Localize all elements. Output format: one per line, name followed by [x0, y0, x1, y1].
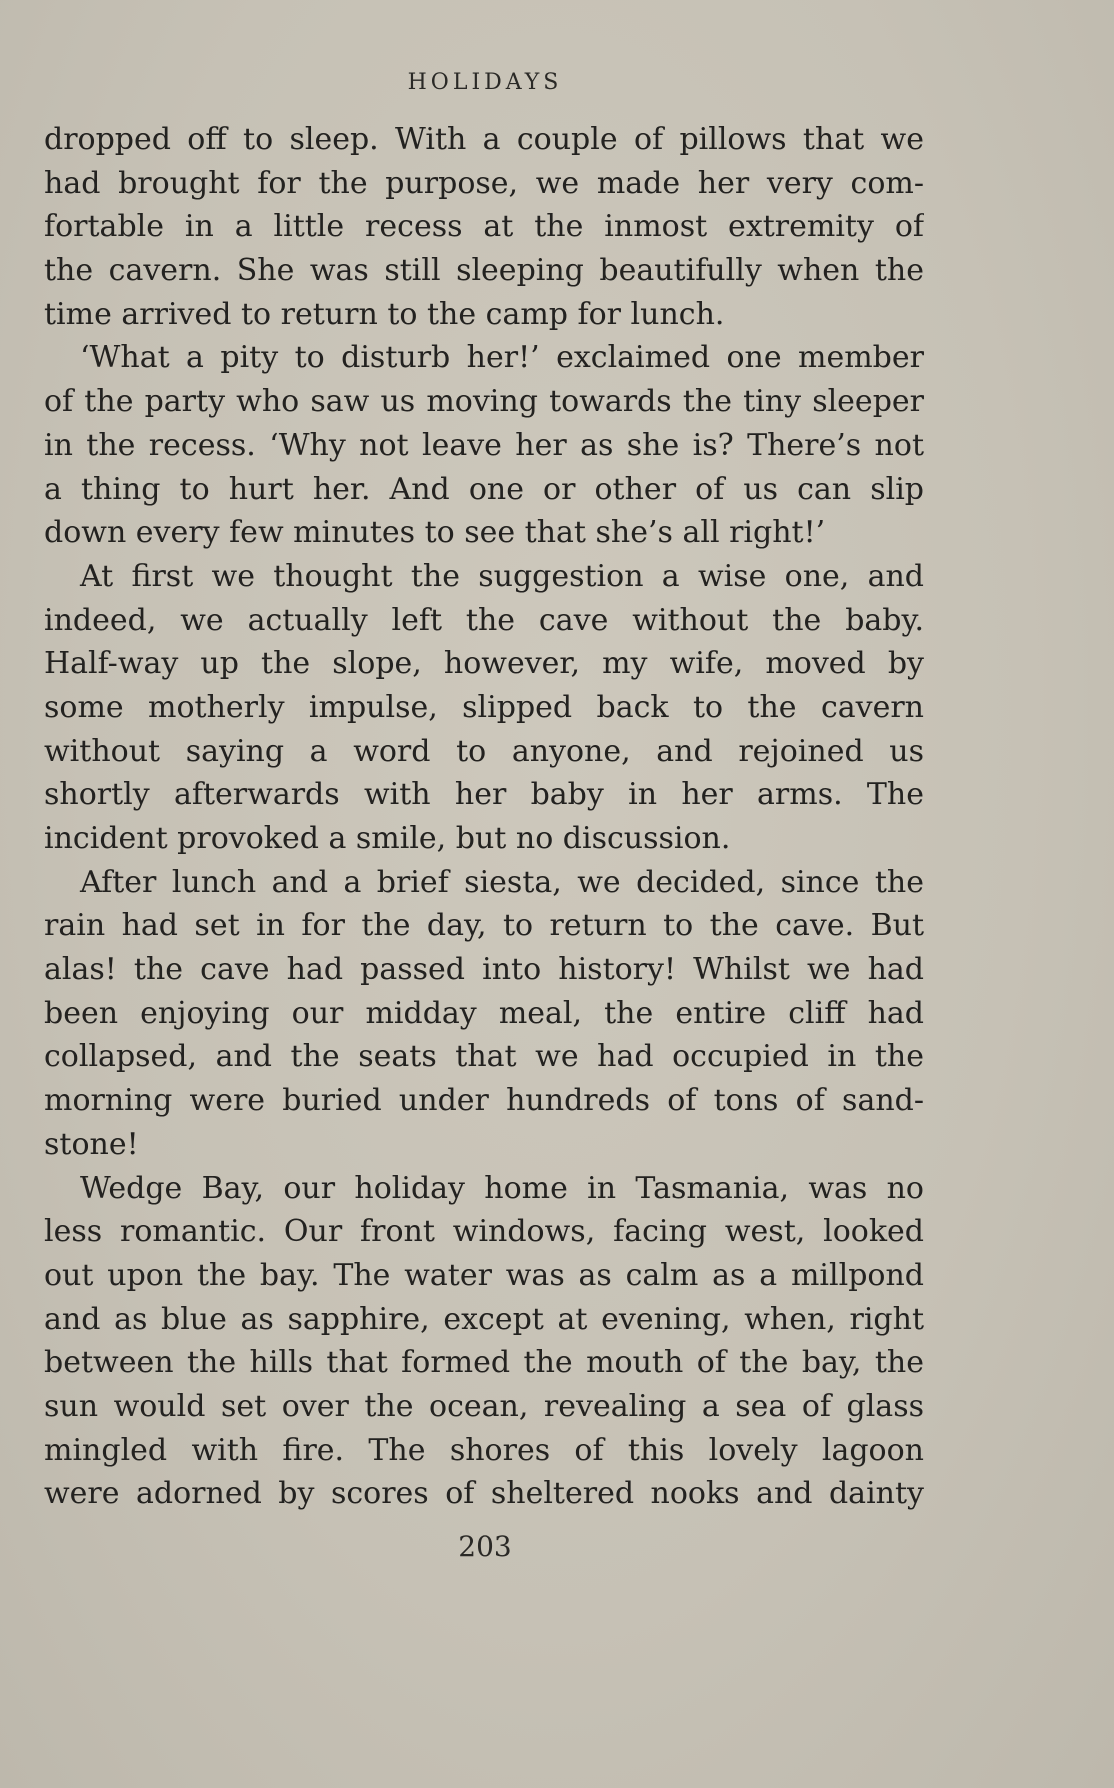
page-number: 203 — [458, 1530, 512, 1563]
text-line: the cavern. She was still sleeping beautifully when the — [44, 253, 924, 289]
text-line: less romantic. Our front windows, facing west, looked — [44, 1214, 924, 1250]
text-line: dropped off to sleep. With a couple of pillows that we — [44, 122, 924, 157]
text-line: in the recess. ‘Why not leave her as she is? There’s not — [44, 427, 924, 463]
text-line: mingled with fire. The shores of this lovely lagoon — [44, 1432, 924, 1468]
text-line: At first we thought the suggestion a wise one, and — [80, 558, 924, 594]
text-line: indeed, we actually left the cave without the baby. — [44, 602, 924, 638]
text-line: were adorned by scores of sheltered nooks and dainty — [44, 1476, 924, 1512]
text-line: without saying a word to anyone, and rejoined us — [44, 733, 924, 769]
text-line: a thing to hurt her. And one or other of us can slip — [44, 471, 924, 507]
text-line: time arrived to return to the camp for lunch. — [44, 296, 725, 332]
text-line: rain had set in for the day, to return to the cave. But — [44, 908, 924, 944]
text-line: of the party who saw us moving towards the tiny sleeper — [44, 384, 924, 420]
text-line: some motherly impulse, slipped back to the cavern — [44, 689, 924, 725]
text-line: shortly afterwards with her baby in her arms. The — [44, 777, 924, 813]
text-line: collapsed, and the seats that we had occupied in the — [44, 1039, 924, 1075]
text-line: between the hills that formed the mouth of the bay, the — [44, 1345, 924, 1381]
running-head: HOLIDAYS — [407, 70, 563, 95]
text-line: fortable in a little recess at the inmost extremity of — [44, 209, 924, 245]
text-line: sun would set over the ocean, revealing a sea of glass — [44, 1388, 924, 1424]
text-line: Wedge Bay, our holiday home in Tasmania, was no — [80, 1170, 924, 1206]
text-line: alas! the cave had passed into history! Whilst we had — [44, 952, 924, 988]
text-line: out upon the bay. The water was as calm as a millpond — [44, 1257, 924, 1293]
text-line: ‘What a pity to disturb her!’ exclaimed one member — [80, 340, 924, 376]
text-line: incident provoked a smile, but no discussion. — [44, 821, 731, 856]
body-text — [44, 118, 924, 1516]
text-line: morning were buried under hundreds of tons of sand- — [44, 1083, 924, 1119]
text-line: and as blue as sapphire, except at evening, when, right — [44, 1301, 924, 1337]
text-line: been enjoying our midday meal, the entire cliff had — [44, 995, 924, 1031]
text-line: Half-way up the slope, however, my wife, moved by — [44, 646, 924, 682]
text-line: down every few minutes to see that she’s all right!’ — [44, 515, 826, 551]
text-line: had brought for the purpose, we made her very com- — [44, 165, 924, 201]
text-line: After lunch and a brief siesta, we decided, since the — [80, 864, 924, 900]
text-line: stone! — [44, 1126, 139, 1162]
